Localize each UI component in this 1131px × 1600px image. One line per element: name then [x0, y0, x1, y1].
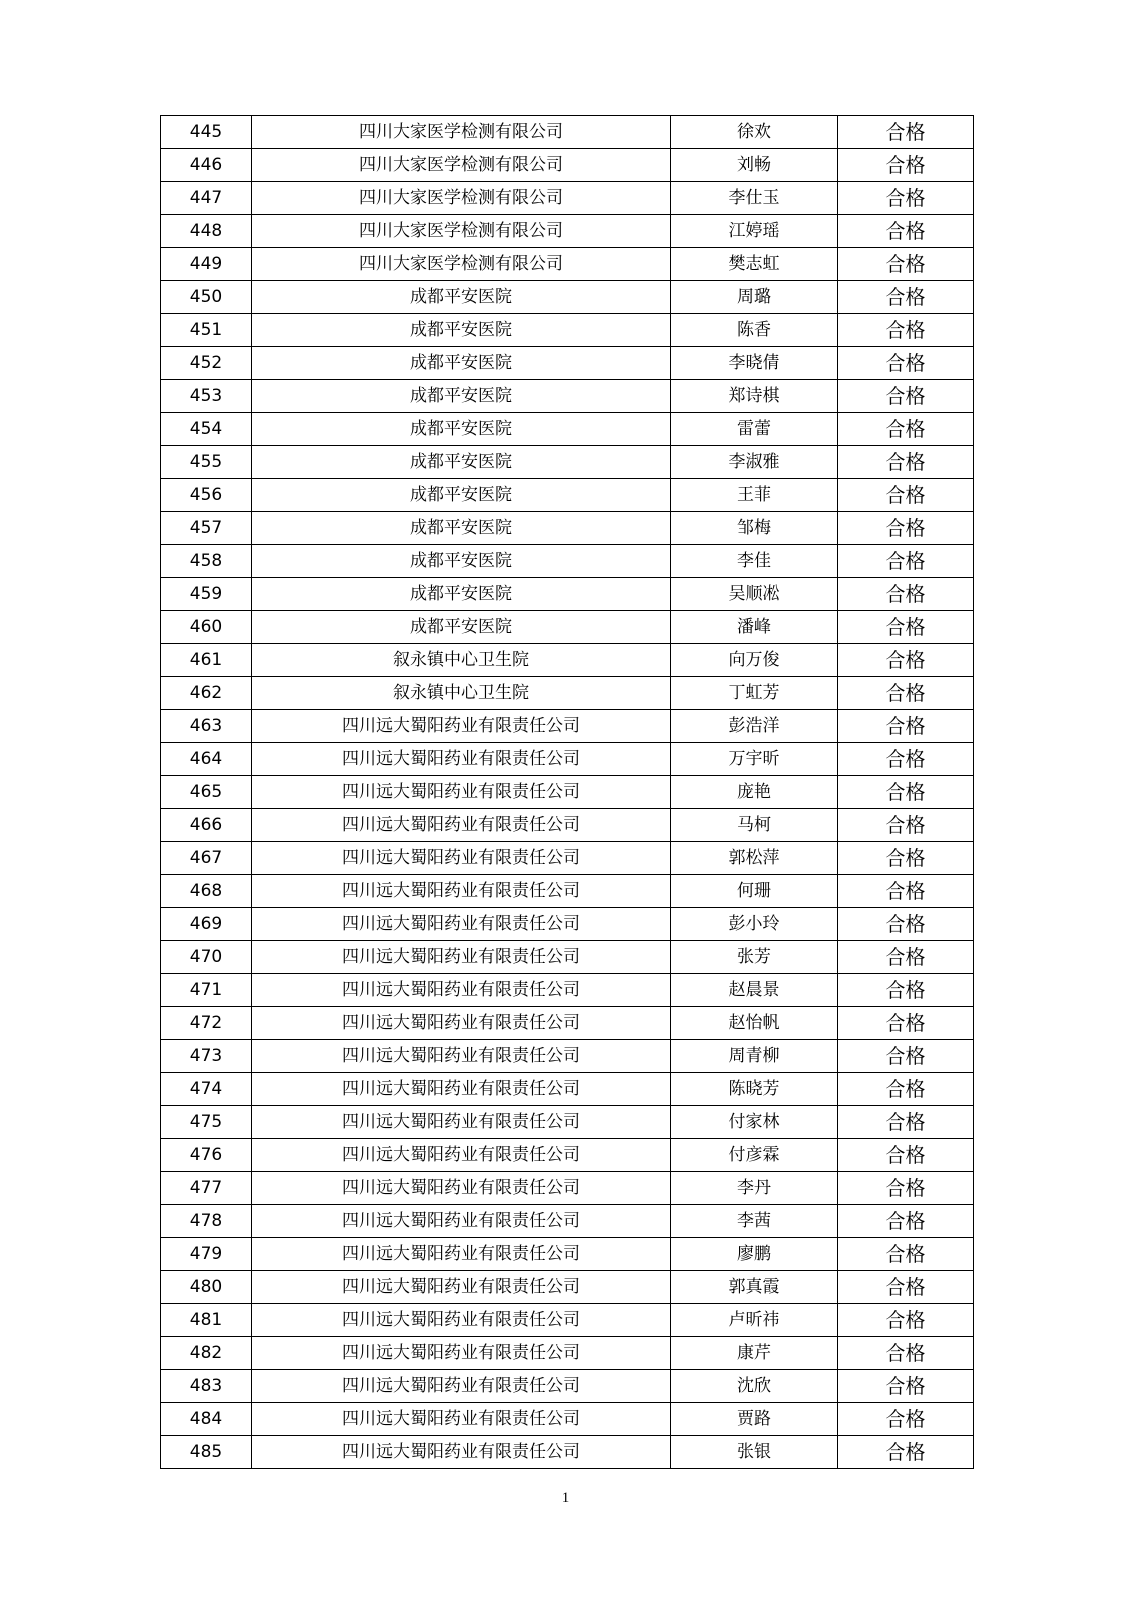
- row-number-cell: 449: [161, 248, 252, 281]
- row-number-cell: 459: [161, 578, 252, 611]
- person-name-cell: 赵晨景: [671, 974, 838, 1007]
- result-cell: 合格: [838, 149, 974, 182]
- person-name-cell: 邹梅: [671, 512, 838, 545]
- result-cell: 合格: [838, 644, 974, 677]
- person-name-cell: 赵怡帆: [671, 1007, 838, 1040]
- result-cell: 合格: [838, 875, 974, 908]
- person-name-cell: 康芹: [671, 1337, 838, 1370]
- row-number-cell: 465: [161, 776, 252, 809]
- organization-cell: 四川远大蜀阳药业有限责任公司: [252, 842, 671, 875]
- table-row: [161, 644, 974, 677]
- organization-cell: 四川远大蜀阳药业有限责任公司: [252, 1040, 671, 1073]
- row-number-cell: 447: [161, 182, 252, 215]
- organization-cell: 四川远大蜀阳药业有限责任公司: [252, 1436, 671, 1469]
- table-row: [161, 1238, 974, 1271]
- row-number-cell: 478: [161, 1205, 252, 1238]
- person-name-cell: 王菲: [671, 479, 838, 512]
- organization-cell: 成都平安医院: [252, 281, 671, 314]
- table-row: [161, 1040, 974, 1073]
- row-number-cell: 469: [161, 908, 252, 941]
- row-number-cell: 482: [161, 1337, 252, 1370]
- organization-cell: 四川远大蜀阳药业有限责任公司: [252, 1403, 671, 1436]
- person-name-cell: 樊志虹: [671, 248, 838, 281]
- organization-cell: 四川大家医学检测有限公司: [252, 116, 671, 149]
- row-number-cell: 467: [161, 842, 252, 875]
- result-cell: 合格: [838, 809, 974, 842]
- row-number-cell: 464: [161, 743, 252, 776]
- person-name-cell: 潘峰: [671, 611, 838, 644]
- table-row: [161, 842, 974, 875]
- person-name-cell: 何珊: [671, 875, 838, 908]
- table-row: [161, 1172, 974, 1205]
- person-name-cell: 卢昕祎: [671, 1304, 838, 1337]
- row-number-cell: 472: [161, 1007, 252, 1040]
- table-row: [161, 941, 974, 974]
- table-row: [161, 446, 974, 479]
- person-name-cell: 彭浩洋: [671, 710, 838, 743]
- person-name-cell: 周璐: [671, 281, 838, 314]
- table-row: [161, 1436, 974, 1469]
- table-row: [161, 710, 974, 743]
- result-cell: 合格: [838, 380, 974, 413]
- table-row: [161, 347, 974, 380]
- organization-cell: 成都平安医院: [252, 578, 671, 611]
- organization-cell: 成都平安医院: [252, 347, 671, 380]
- table-row: [161, 875, 974, 908]
- person-name-cell: 周青柳: [671, 1040, 838, 1073]
- table-row: [161, 413, 974, 446]
- table-row: [161, 1337, 974, 1370]
- table-row: [161, 248, 974, 281]
- row-number-cell: 454: [161, 413, 252, 446]
- person-name-cell: 李晓倩: [671, 347, 838, 380]
- row-number-cell: 473: [161, 1040, 252, 1073]
- result-cell: 合格: [838, 479, 974, 512]
- table-row: [161, 677, 974, 710]
- row-number-cell: 456: [161, 479, 252, 512]
- result-cell: 合格: [838, 1271, 974, 1304]
- person-name-cell: 丁虹芳: [671, 677, 838, 710]
- organization-cell: 四川远大蜀阳药业有限责任公司: [252, 1370, 671, 1403]
- table-row: [161, 479, 974, 512]
- table-row: [161, 116, 974, 149]
- row-number-cell: 476: [161, 1139, 252, 1172]
- result-cell: 合格: [838, 281, 974, 314]
- result-cell: 合格: [838, 1304, 974, 1337]
- results-table-body: [161, 116, 974, 1469]
- organization-cell: 四川远大蜀阳药业有限责任公司: [252, 1304, 671, 1337]
- organization-cell: 四川大家医学检测有限公司: [252, 248, 671, 281]
- table-row: [161, 1304, 974, 1337]
- table-row: [161, 512, 974, 545]
- table-row: [161, 1073, 974, 1106]
- organization-cell: 四川大家医学检测有限公司: [252, 182, 671, 215]
- result-cell: 合格: [838, 611, 974, 644]
- row-number-cell: 479: [161, 1238, 252, 1271]
- row-number-cell: 480: [161, 1271, 252, 1304]
- result-cell: 合格: [838, 1172, 974, 1205]
- row-number-cell: 484: [161, 1403, 252, 1436]
- person-name-cell: 李丹: [671, 1172, 838, 1205]
- table-row: [161, 1271, 974, 1304]
- organization-cell: 成都平安医院: [252, 545, 671, 578]
- table-row: [161, 1205, 974, 1238]
- table-row: [161, 1139, 974, 1172]
- person-name-cell: 刘畅: [671, 149, 838, 182]
- table-row: [161, 974, 974, 1007]
- row-number-cell: 458: [161, 545, 252, 578]
- row-number-cell: 445: [161, 116, 252, 149]
- table-row: [161, 1403, 974, 1436]
- organization-cell: 四川远大蜀阳药业有限责任公司: [252, 1007, 671, 1040]
- organization-cell: 四川远大蜀阳药业有限责任公司: [252, 1139, 671, 1172]
- person-name-cell: 李佳: [671, 545, 838, 578]
- person-name-cell: 郭真霞: [671, 1271, 838, 1304]
- row-number-cell: 483: [161, 1370, 252, 1403]
- result-cell: 合格: [838, 1436, 974, 1469]
- person-name-cell: 廖鹏: [671, 1238, 838, 1271]
- person-name-cell: 徐欢: [671, 116, 838, 149]
- organization-cell: 四川远大蜀阳药业有限责任公司: [252, 1073, 671, 1106]
- row-number-cell: 466: [161, 809, 252, 842]
- row-number-cell: 481: [161, 1304, 252, 1337]
- table-row: [161, 182, 974, 215]
- table-row: [161, 1370, 974, 1403]
- result-cell: 合格: [838, 1238, 974, 1271]
- organization-cell: 四川大家医学检测有限公司: [252, 215, 671, 248]
- row-number-cell: 452: [161, 347, 252, 380]
- person-name-cell: 陈香: [671, 314, 838, 347]
- organization-cell: 四川远大蜀阳药业有限责任公司: [252, 908, 671, 941]
- organization-cell: 四川远大蜀阳药业有限责任公司: [252, 875, 671, 908]
- person-name-cell: 李茜: [671, 1205, 838, 1238]
- result-cell: 合格: [838, 446, 974, 479]
- person-name-cell: 李淑雅: [671, 446, 838, 479]
- result-cell: 合格: [838, 182, 974, 215]
- organization-cell: 成都平安医院: [252, 314, 671, 347]
- person-name-cell: 万宇昕: [671, 743, 838, 776]
- organization-cell: 四川远大蜀阳药业有限责任公司: [252, 776, 671, 809]
- result-cell: 合格: [838, 413, 974, 446]
- organization-cell: 叙永镇中心卫生院: [252, 677, 671, 710]
- organization-cell: 四川远大蜀阳药业有限责任公司: [252, 743, 671, 776]
- person-name-cell: 郑诗棋: [671, 380, 838, 413]
- result-cell: 合格: [838, 1139, 974, 1172]
- result-cell: 合格: [838, 677, 974, 710]
- row-number-cell: 446: [161, 149, 252, 182]
- row-number-cell: 453: [161, 380, 252, 413]
- table-row: [161, 776, 974, 809]
- result-cell: 合格: [838, 347, 974, 380]
- table-row: [161, 809, 974, 842]
- table-row: [161, 743, 974, 776]
- result-cell: 合格: [838, 116, 974, 149]
- person-name-cell: 张芳: [671, 941, 838, 974]
- result-cell: 合格: [838, 776, 974, 809]
- result-cell: 合格: [838, 1007, 974, 1040]
- table-row: [161, 380, 974, 413]
- result-cell: 合格: [838, 743, 974, 776]
- result-cell: 合格: [838, 578, 974, 611]
- table-row: [161, 545, 974, 578]
- table-row: [161, 149, 974, 182]
- result-cell: 合格: [838, 1370, 974, 1403]
- result-cell: 合格: [838, 1205, 974, 1238]
- results-table: [160, 115, 974, 1469]
- row-number-cell: 448: [161, 215, 252, 248]
- result-cell: 合格: [838, 215, 974, 248]
- result-cell: 合格: [838, 842, 974, 875]
- organization-cell: 四川大家医学检测有限公司: [252, 149, 671, 182]
- result-cell: 合格: [838, 314, 974, 347]
- organization-cell: 四川远大蜀阳药业有限责任公司: [252, 1205, 671, 1238]
- organization-cell: 成都平安医院: [252, 446, 671, 479]
- row-number-cell: 468: [161, 875, 252, 908]
- row-number-cell: 477: [161, 1172, 252, 1205]
- result-cell: 合格: [838, 941, 974, 974]
- row-number-cell: 470: [161, 941, 252, 974]
- organization-cell: 成都平安医院: [252, 611, 671, 644]
- table-row: [161, 1106, 974, 1139]
- result-cell: 合格: [838, 1403, 974, 1436]
- organization-cell: 四川远大蜀阳药业有限责任公司: [252, 1238, 671, 1271]
- result-cell: 合格: [838, 512, 974, 545]
- person-name-cell: 庞艳: [671, 776, 838, 809]
- organization-cell: 四川远大蜀阳药业有限责任公司: [252, 1106, 671, 1139]
- organization-cell: 四川远大蜀阳药业有限责任公司: [252, 1337, 671, 1370]
- person-name-cell: 雷蕾: [671, 413, 838, 446]
- organization-cell: 四川远大蜀阳药业有限责任公司: [252, 710, 671, 743]
- table-row: [161, 281, 974, 314]
- row-number-cell: 463: [161, 710, 252, 743]
- person-name-cell: 张银: [671, 1436, 838, 1469]
- row-number-cell: 474: [161, 1073, 252, 1106]
- organization-cell: 四川远大蜀阳药业有限责任公司: [252, 941, 671, 974]
- person-name-cell: 江婷瑶: [671, 215, 838, 248]
- person-name-cell: 沈欣: [671, 1370, 838, 1403]
- row-number-cell: 485: [161, 1436, 252, 1469]
- organization-cell: 四川远大蜀阳药业有限责任公司: [252, 1172, 671, 1205]
- row-number-cell: 475: [161, 1106, 252, 1139]
- organization-cell: 四川远大蜀阳药业有限责任公司: [252, 1271, 671, 1304]
- person-name-cell: 吴顺凇: [671, 578, 838, 611]
- result-cell: 合格: [838, 248, 974, 281]
- result-cell: 合格: [838, 1106, 974, 1139]
- row-number-cell: 460: [161, 611, 252, 644]
- result-cell: 合格: [838, 710, 974, 743]
- table-row: [161, 611, 974, 644]
- row-number-cell: 451: [161, 314, 252, 347]
- result-cell: 合格: [838, 1337, 974, 1370]
- person-name-cell: 付家林: [671, 1106, 838, 1139]
- person-name-cell: 郭松萍: [671, 842, 838, 875]
- person-name-cell: 贾路: [671, 1403, 838, 1436]
- organization-cell: 叙永镇中心卫生院: [252, 644, 671, 677]
- organization-cell: 四川远大蜀阳药业有限责任公司: [252, 974, 671, 1007]
- result-cell: 合格: [838, 1040, 974, 1073]
- person-name-cell: 彭小玲: [671, 908, 838, 941]
- person-name-cell: 陈晓芳: [671, 1073, 838, 1106]
- table-row: [161, 314, 974, 347]
- person-name-cell: 向万俊: [671, 644, 838, 677]
- row-number-cell: 471: [161, 974, 252, 1007]
- organization-cell: 成都平安医院: [252, 512, 671, 545]
- organization-cell: 四川远大蜀阳药业有限责任公司: [252, 809, 671, 842]
- result-cell: 合格: [838, 545, 974, 578]
- page-number: 1: [561, 1490, 570, 1506]
- result-cell: 合格: [838, 1073, 974, 1106]
- organization-cell: 成都平安医院: [252, 380, 671, 413]
- table-row: [161, 215, 974, 248]
- person-name-cell: 付彦霖: [671, 1139, 838, 1172]
- table-row: [161, 908, 974, 941]
- row-number-cell: 455: [161, 446, 252, 479]
- result-cell: 合格: [838, 908, 974, 941]
- row-number-cell: 462: [161, 677, 252, 710]
- row-number-cell: 461: [161, 644, 252, 677]
- row-number-cell: 450: [161, 281, 252, 314]
- result-cell: 合格: [838, 974, 974, 1007]
- table-row: [161, 578, 974, 611]
- organization-cell: 成都平安医院: [252, 479, 671, 512]
- table-row: [161, 1007, 974, 1040]
- person-name-cell: 马柯: [671, 809, 838, 842]
- row-number-cell: 457: [161, 512, 252, 545]
- organization-cell: 成都平安医院: [252, 413, 671, 446]
- person-name-cell: 李仕玉: [671, 182, 838, 215]
